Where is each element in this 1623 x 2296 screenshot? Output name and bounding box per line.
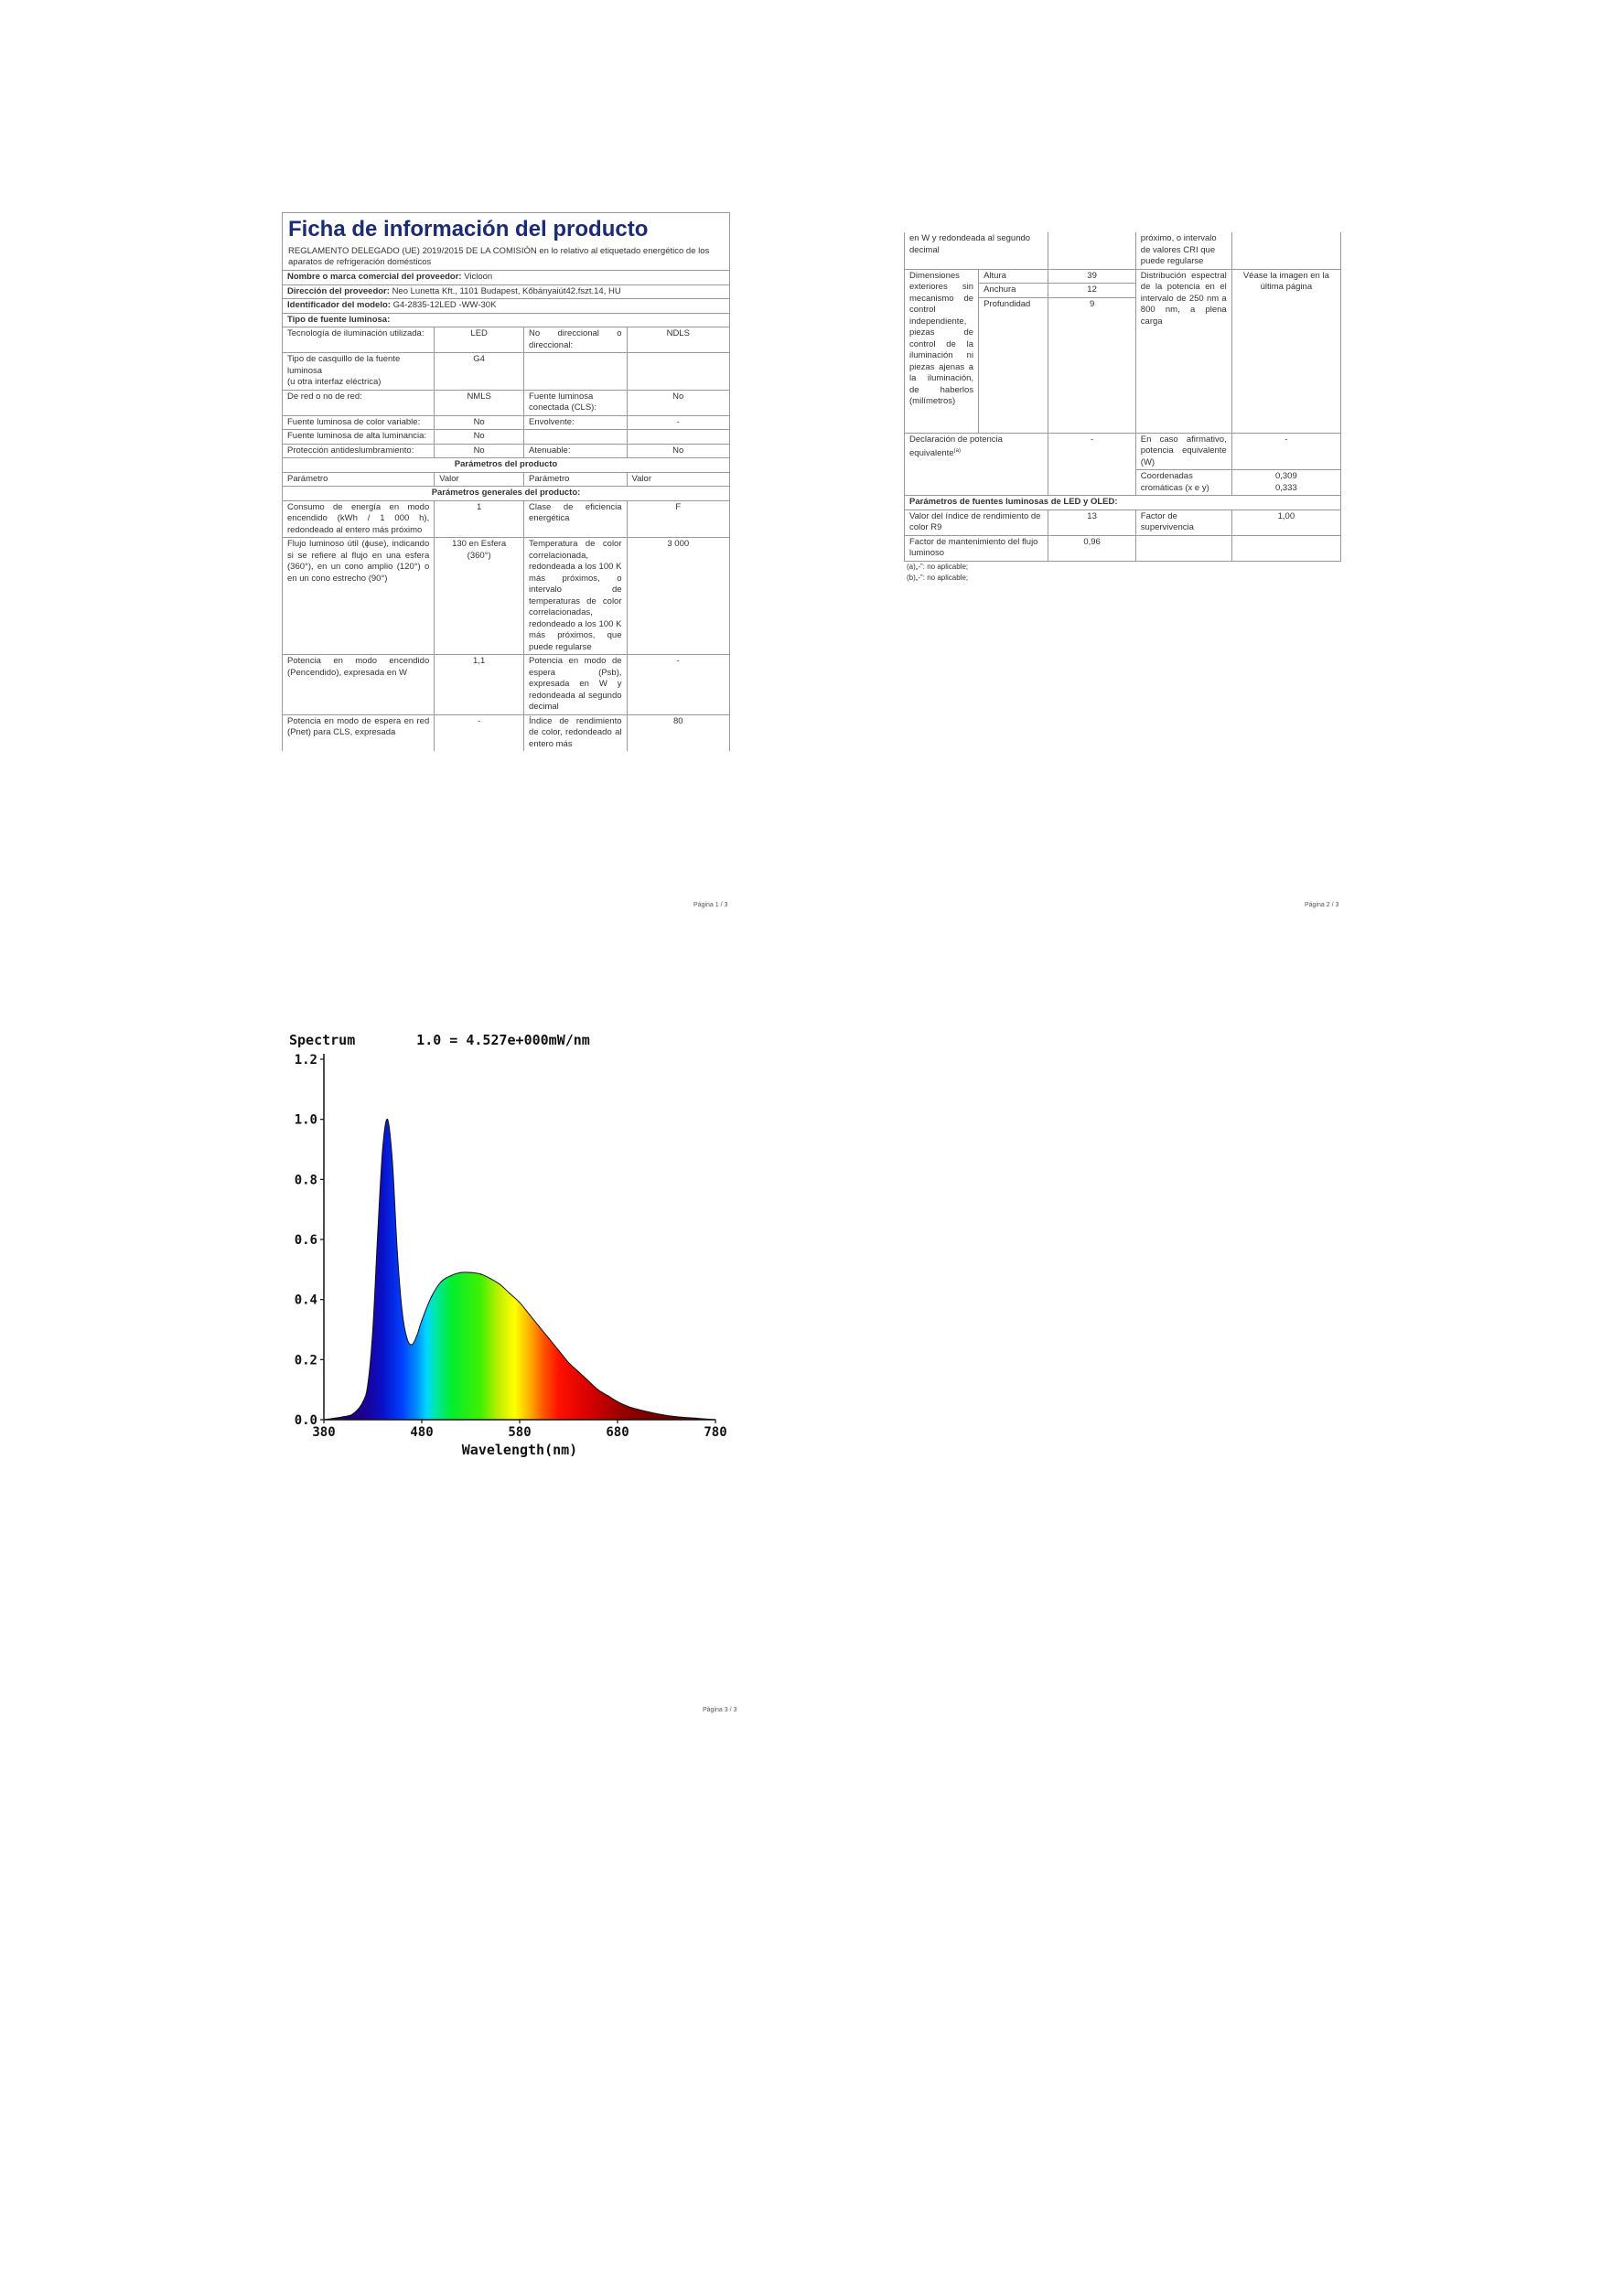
spectrum-point xyxy=(656,1413,657,1414)
spectrum-point xyxy=(431,1296,432,1297)
spectrum-point xyxy=(549,1338,550,1339)
spectrum-point xyxy=(377,1233,378,1234)
dimensions-row: Profundidad 9 xyxy=(905,297,1341,433)
table-row: Protección antideslumbramiento: No Atenuable: No xyxy=(283,444,730,458)
footnote-a: (a)„-‟: no aplicable; xyxy=(907,562,969,571)
general-params-header: Parámetros generales del producto: xyxy=(283,487,730,501)
y-tick-label: 0.8 xyxy=(294,1173,317,1188)
table-row: Valor del índice de rendimiento de color R9 13 Factor de supervivencia 1,00 xyxy=(905,510,1341,535)
page-number-3: Página 3 / 3 xyxy=(703,1707,737,1713)
spectrum-point xyxy=(368,1383,369,1384)
footnote-b: (b)„-‟: no aplicable; xyxy=(907,573,969,582)
page-1 xyxy=(282,212,730,751)
spectrum-point xyxy=(416,1335,417,1336)
x-tick-label: 580 xyxy=(508,1425,532,1440)
supplier-table xyxy=(282,270,730,751)
spectrum-point xyxy=(451,1275,452,1276)
spectrum-point xyxy=(480,1273,481,1274)
dimensions-row: Dimensiones exteriores sin mecanismo de control independiente, piezas de control de la iluminación ni piezas ajenas a la iluminación, de haberlos (milímetros) Altura 39 Distribución espectral de la potencia en el intervalo de 250 nm a 800 nm, a plena carga Véase la imagen en la última página xyxy=(905,269,1341,284)
spectrum-point xyxy=(695,1418,696,1419)
spectrum-point xyxy=(558,1350,559,1351)
x-tick-label: 780 xyxy=(704,1425,727,1440)
page-2 xyxy=(904,232,1341,584)
product-params-header: Parámetros del producto xyxy=(283,458,730,473)
spectrum-point xyxy=(402,1311,403,1312)
y-tick-label: 0.4 xyxy=(294,1293,317,1308)
table-row: Flujo luminoso útil (ɸuse), indicando si se refiere al flujo en una esfera (360°), en un cono amplio (120°) o en un cono estrecho (90°) 130 en Esfera (360°) Temperatura de color correlacionada, redondeada a los 100 K más próximos, o intervalo de temperaturas de color correlacionadas, redondeado a los 100 K más próximos, que puede regularse 3 000 xyxy=(283,538,730,655)
supplier-address-row: Dirección del proveedor: Neo Lunetta Kft., 1101 Budapest, Kőbányaiút42.fszt.14, HU xyxy=(283,284,730,299)
spectrum-point xyxy=(441,1281,442,1282)
table-row: De red o no de red: NMLS Fuente luminosa conectada (CLS): No xyxy=(283,390,730,415)
spectrum-point xyxy=(617,1401,618,1402)
spectrum-point xyxy=(353,1413,354,1414)
x-tick-label: 680 xyxy=(606,1425,629,1440)
y-tick-label: 0.0 xyxy=(294,1413,317,1428)
spectrum-point xyxy=(510,1293,511,1294)
x-tick-label: 380 xyxy=(312,1425,336,1440)
spectrum-area xyxy=(324,1119,715,1420)
table-row: Factor de mantenimiento del flujo luminoso 0,96 xyxy=(905,535,1341,561)
spectrum-point xyxy=(568,1362,569,1363)
spectrum-point xyxy=(539,1326,540,1327)
y-tick-label: 0.2 xyxy=(294,1353,317,1368)
spectrum-point xyxy=(387,1119,388,1120)
page-number-2: Página 2 / 3 xyxy=(1305,902,1339,908)
title-box xyxy=(282,212,730,270)
spectrum-point xyxy=(676,1416,677,1417)
table-row: Potencia en modo de espera en red (Pnet) para CLS, expresada - Índice de rendimiento de color, redondeado al entero más 80 xyxy=(283,714,730,751)
y-tick-label: 1.0 xyxy=(294,1112,317,1128)
table-row: en W y redondeada al segundo decimal próximo, o intervalo de valores CRI que puede regularse xyxy=(905,232,1341,269)
chart-annotation: 1.0 = 4.527e+000mW/nm xyxy=(416,1032,590,1048)
spectrum-chart-svg xyxy=(284,1026,741,1465)
table-row: Tecnología de iluminación utilizada: LED No direccional o direccional: NDLS xyxy=(283,327,730,353)
table-row: Tipo de casquillo de la fuente luminosa (u otra interfaz eléctrica) G4 xyxy=(283,353,730,391)
table-row: Declaración de potencia equivalente$^{(a)}$ - En caso afirmativo, potencia equivalente (W) - xyxy=(905,433,1341,470)
spectrum-point xyxy=(470,1272,471,1273)
dimensions-row: Anchura 12 xyxy=(905,284,1341,298)
spectrum-chart xyxy=(284,1026,741,1465)
light-source-type-header: Tipo de fuente luminosa: xyxy=(283,313,730,327)
spectrum-point xyxy=(412,1344,413,1345)
table-row: Coordenadas cromáticas (x e y) 0,309 0,333 xyxy=(905,470,1341,496)
table-row: Fuente luminosa de color variable: No Envolvente: - xyxy=(283,415,730,430)
spectrum-point xyxy=(578,1371,579,1372)
param-header-row: Parámetro Valor Parámetro Valor xyxy=(283,472,730,487)
model-row: Identificador del modelo: G4-2835-12LED -WW-30K xyxy=(283,299,730,314)
spectrum-point xyxy=(597,1389,598,1390)
spectrum-point xyxy=(406,1338,407,1339)
table-row: Consumo de energía en modo encendido (kWh / 1 000 h), redondeado al entero más próximo 1 Clase de eficiencia energética F xyxy=(283,500,730,538)
spectrum-point xyxy=(372,1329,373,1330)
spectrum-point xyxy=(519,1302,520,1303)
spectrum-point xyxy=(397,1251,398,1252)
spec-table-continued xyxy=(904,232,1341,562)
spectrum-point xyxy=(489,1278,490,1279)
y-tick-label: 1.2 xyxy=(294,1053,317,1068)
chart-title: Spectrum xyxy=(289,1032,356,1048)
x-axis-label: Wavelength(nm) xyxy=(461,1442,578,1458)
spectrum-point xyxy=(382,1149,383,1150)
spectrum-point xyxy=(421,1320,422,1321)
spectrum-point xyxy=(362,1401,363,1402)
y-tick-label: 0.6 xyxy=(294,1233,317,1248)
led-params-header: Parámetros de fuentes luminosas de LED y OLED: xyxy=(905,496,1341,510)
document-title: Ficha de información del producto xyxy=(288,217,649,241)
table-row: Potencia en modo encendido (Pencendido), expresada en W 1,1 Potencia en modo de espera (Psb), expresada en W y redondeada al segundo decimal - xyxy=(283,655,730,715)
spectrum-point xyxy=(607,1395,608,1396)
spectrum-point xyxy=(627,1406,628,1407)
spectrum-point xyxy=(343,1416,344,1417)
spectrum-point xyxy=(587,1380,588,1381)
spectrum-point xyxy=(637,1409,638,1410)
page-number-1: Página 1 / 3 xyxy=(693,902,728,908)
x-tick-label: 480 xyxy=(410,1425,434,1440)
supplier-name-row: Nombre o marca comercial del proveedor: Vicloon xyxy=(283,271,730,285)
table-row: Fuente luminosa de alta luminancia: No xyxy=(283,430,730,445)
document-subtitle: REGLAMENTO DELEGADO (UE) 2019/2015 DE LA COMISIÓN en lo relativo al etiquetado energético de los aparatos de refrigeración domésticos xyxy=(288,246,710,267)
spectrum-point xyxy=(460,1272,461,1273)
